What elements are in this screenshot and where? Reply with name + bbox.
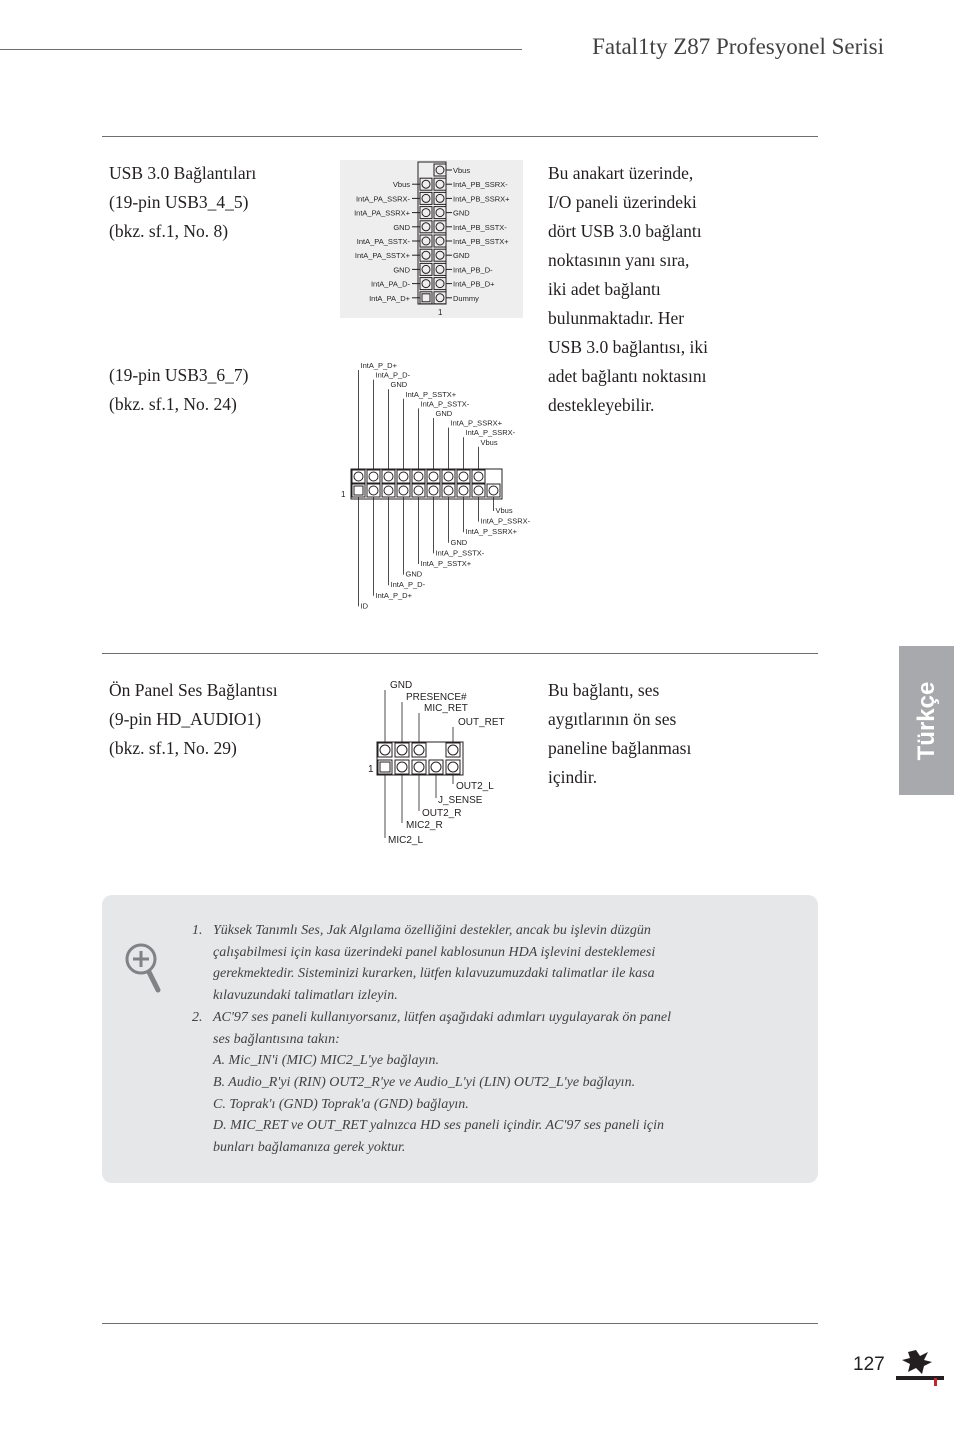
note-number: 1. (192, 923, 203, 938)
pin-circle (474, 486, 483, 495)
language-tab-label: Türkçe (912, 681, 940, 760)
pin-label: GND (393, 265, 410, 275)
usb-left-text-1 (109, 159, 256, 246)
pin-label: GND (435, 409, 453, 418)
text-line: adet bağlantı noktasını (548, 366, 707, 386)
pin1-label: 1 (438, 308, 443, 317)
footer-rule (102, 1323, 818, 1324)
pin-circle (474, 472, 483, 481)
fatal1ty-logo (894, 1348, 946, 1388)
pin-label: MIC2_L (388, 835, 424, 846)
text-line: (bkz. sf.1, No. 29) (109, 738, 237, 758)
pin-label: IntA_P_SSTX+ (405, 389, 457, 399)
bottom-pin-labels (359, 497, 531, 610)
pin-label: IntA_PB_SSTX+ (453, 237, 509, 246)
pin-label: GND (450, 537, 468, 547)
text-line: dört USB 3.0 bağlantı (548, 221, 702, 241)
pin-circle (399, 472, 408, 481)
pin-label: GND (453, 251, 470, 261)
pin-circle (414, 745, 424, 755)
text-line: iki adet bağlantı (548, 279, 661, 299)
pin-label: IntA_P_SSTX+ (420, 559, 472, 568)
note-line: C. Toprak'ı (GND) Toprak'a (GND) bağlayın. (213, 1096, 469, 1112)
text-line: (bkz. sf.1, No. 24) (109, 394, 237, 414)
text-line: bulunmaktadır. Her (548, 308, 685, 328)
pin-circle (384, 486, 393, 495)
text-line: Bu bağlantı, ses (548, 680, 660, 700)
pin-label: Vbus (392, 180, 410, 190)
pin-label: MIC_RET (424, 703, 468, 714)
pin-circle (354, 472, 363, 481)
page-number: 127 (853, 1354, 885, 1375)
pin-label: IntA_PA_SSTX+ (354, 251, 410, 261)
pin-label: IntA_PB_D+ (453, 279, 495, 289)
pin-square (380, 762, 390, 772)
pin-label: IntA_PB_D- (453, 265, 493, 275)
note-line: kılavuzundaki talimatları izleyin. (213, 988, 398, 1004)
text-line: (9-pin HD_AUDIO1) (109, 709, 262, 729)
note-line: Yüksek Tanımlı Ses, Jak Algılama özelliğini destekler, ancak bu işlevin düzgün (213, 923, 651, 938)
pin-label: ID (360, 601, 368, 610)
pin-label: IntA_P_SSRX+ (465, 527, 517, 537)
pin-label: IntA_P_D- (390, 580, 426, 590)
text-line: paneline bağlanması (548, 738, 692, 758)
pin-label: IntA_P_D- (375, 370, 411, 380)
section-rule-top (102, 136, 818, 137)
note-line: gerekmektedir. Sisteminizi kurarken, lütfen kılavuzumuzdaki talimatlar ile kasa (213, 966, 655, 982)
pin-label: MIC2_R (406, 820, 443, 831)
pin-label: GND (453, 208, 470, 218)
header-rule (0, 49, 522, 50)
text-line: (19-pin USB3_6_7) (109, 365, 249, 385)
pin-label: Vbus (453, 166, 471, 175)
note-line: ses bağlantısına takın: (213, 1031, 340, 1047)
pin-square (354, 486, 363, 495)
magnifier-plus-icon (124, 942, 164, 994)
top-pin-labels (359, 361, 516, 470)
pin-label: Dummy (453, 293, 479, 303)
pin-circle (459, 472, 468, 481)
text-line: Ön Panel Ses Bağlantısı (109, 680, 278, 700)
text-line: (bkz. sf.1, No. 8) (109, 221, 229, 241)
pin-label: IntA_PB_SSRX+ (453, 194, 510, 204)
pin-circle (369, 486, 378, 495)
pin-label: OUT2_R (422, 808, 462, 819)
pin-label: IntA_PA_D+ (369, 293, 410, 303)
pin1-label: 1 (368, 764, 374, 775)
text-line: destekleyebilir. (548, 395, 655, 415)
pin-circle (414, 762, 424, 772)
usb-description (548, 159, 708, 420)
pin-circle (459, 486, 468, 495)
note-item (192, 920, 737, 1007)
text-line: (19-pin USB3_4_5) (109, 192, 249, 212)
pin-label: GND (393, 222, 410, 232)
note-line: bunları bağlamanıza gerek yoktur. (213, 1140, 406, 1156)
pin-label: IntA_P_SSRX+ (450, 418, 502, 428)
text-line: USB 3.0 Bağlantıları (109, 163, 257, 183)
pin-label: OUT_RET (458, 717, 505, 728)
pin-grid (351, 469, 502, 499)
pin-label: OUT2_L (456, 781, 494, 792)
pin-circle (448, 762, 458, 772)
note-number: 2. (192, 1009, 203, 1025)
note-line: B. Audio_R'yi (RIN) OUT2_R'ye ve Audio_L'yi (LIN) OUT2_L'ye bağlayın. (213, 1074, 636, 1090)
pin-label: IntA_PB_SSTX- (453, 222, 507, 232)
pin-label: IntA_PA_D- (370, 279, 410, 289)
audio-left-text (109, 676, 278, 763)
page-title: Fatal1ty Z87 Profesyonel Serisi (592, 34, 884, 59)
pin-label: IntA_P_D+ (360, 361, 397, 370)
pin-label: GND (405, 569, 423, 579)
usb3-6-7-pin-diagram (340, 360, 530, 610)
text-line: noktasının yanı sıra, (548, 250, 690, 270)
language-tab (899, 646, 954, 795)
text-line: Bu anakart üzerinde, (548, 163, 694, 183)
pin-circle (429, 486, 438, 495)
pin-circle (431, 762, 441, 772)
pin-label: IntA_P_SSRX- (465, 428, 516, 438)
pin-circle (414, 486, 423, 495)
note-line: D. MIC_RET ve OUT_RET yalnızca HD ses paneli içindir. AC'97 ses paneli için (213, 1118, 664, 1134)
pin-circle (444, 486, 453, 495)
pin-circle (384, 472, 393, 481)
pin-label: IntA_PB_SSRX- (453, 180, 508, 190)
pin-label: PRESENCE# (406, 692, 467, 703)
pin-label: IntA_PA_SSTX- (356, 237, 410, 246)
pin-label: IntA_PA_SSRX+ (354, 208, 410, 218)
usb3-4-5-pin-diagram (340, 160, 523, 318)
pin-label: IntA_P_SSTX- (420, 399, 470, 409)
pin-grid (377, 742, 463, 775)
pin-circle (399, 486, 408, 495)
pin-circle (380, 745, 390, 755)
pin-label: IntA_PA_SSRX- (355, 194, 410, 204)
pin-circle (414, 472, 423, 481)
pin-circle (444, 472, 453, 481)
pin-label: GND (390, 680, 413, 691)
pin-label: Vbus (495, 506, 513, 515)
pin-label: IntA_P_SSRX- (480, 516, 530, 526)
pin-label: IntA_P_SSTX- (435, 548, 485, 558)
pin-label: J_SENSE (438, 795, 483, 806)
pin-circle (397, 745, 407, 755)
note-line: AC'97 ses paneli kullanıyorsanız, lütfen aşağıdaki adımları uygulayarak ön panel (213, 1009, 671, 1025)
pin1-label: 1 (341, 490, 346, 499)
section-rule-middle (102, 653, 818, 654)
pin-circle (448, 745, 458, 755)
hd-audio-pin-diagram (366, 676, 516, 848)
note-line: A. Mic_IN'i (MIC) MIC2_L'ye bağlayın. (213, 1053, 440, 1069)
note-line: çalışabilmesi için kasa üzerindeki panel kablosunun HDA işlevini desteklemesi (213, 944, 656, 960)
pin-label: GND (390, 380, 408, 390)
pin-circle (369, 472, 378, 481)
pin-circle (489, 486, 498, 495)
note-item (192, 1007, 737, 1159)
audio-description (548, 676, 691, 792)
text-line: USB 3.0 bağlantısı, iki (548, 337, 708, 357)
pin-label: IntA_P_D+ (375, 590, 412, 600)
text-line: I/O paneli üzerindeki (548, 192, 697, 212)
pin-label: Vbus (480, 437, 498, 447)
text-line: aygıtlarının ön ses (548, 709, 677, 729)
usb-left-text-2 (109, 361, 249, 419)
note-list (192, 920, 737, 1159)
pin-circle (397, 762, 407, 772)
pin-circle (429, 472, 438, 481)
text-line: içindir. (548, 767, 598, 787)
